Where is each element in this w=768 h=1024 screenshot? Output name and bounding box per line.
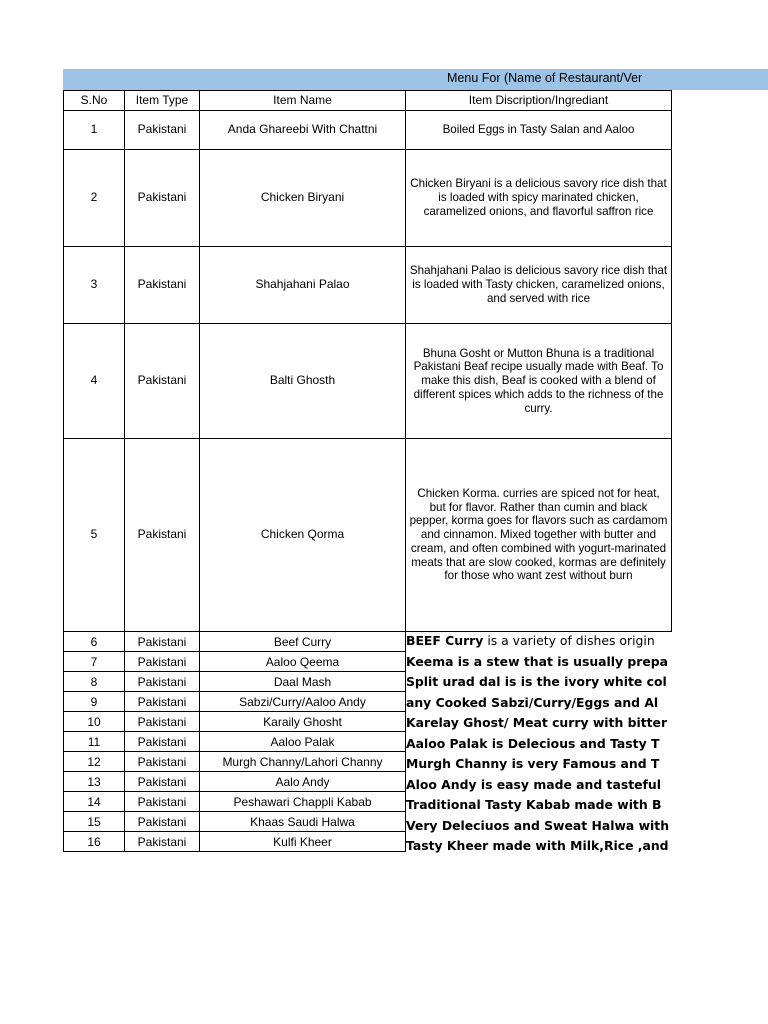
cell-item-type: Pakistani bbox=[125, 672, 200, 692]
cell-sno: 15 bbox=[64, 812, 125, 832]
cell-sno: 5 bbox=[64, 439, 125, 632]
overflow-description: Aaloo Palak is Delecious and Tasty T bbox=[406, 736, 660, 751]
cell-item-name: Karaily Ghosht bbox=[200, 712, 406, 732]
cell-sno: 12 bbox=[64, 752, 125, 772]
cell-item-name: Shahjahani Palao bbox=[200, 247, 406, 324]
header-item-name: Item Name bbox=[200, 91, 406, 111]
cell-item-description: Chicken Biryani is a delicious savory rice dish that is loaded with spicy marinated chicken, caramelized onions, and flavorful saffron rice bbox=[406, 150, 672, 247]
overflow-description: Murgh Channy is very Famous and T bbox=[406, 756, 660, 771]
header-sno: S.No bbox=[64, 91, 125, 111]
table-row bbox=[64, 247, 672, 324]
cell-item-type: Pakistani bbox=[125, 692, 200, 712]
cell-item-name: Murgh Channy/Lahori Channy bbox=[200, 752, 406, 772]
header-item-description: Item Discription/Ingrediant bbox=[406, 91, 672, 111]
cell-sno: 6 bbox=[64, 632, 125, 652]
cell-item-name: Aalo Andy bbox=[200, 772, 406, 792]
cell-item-description: Shahjahani Palao is delicious savory rice dish that is loaded with Tasty chicken, caramelized onions, and served with rice bbox=[406, 247, 672, 324]
cell-item-name: Balti Ghosth bbox=[200, 324, 406, 439]
overflow-description: Traditional Tasty Kabab made with B bbox=[406, 797, 662, 812]
cell-item-name: Chicken Biryani bbox=[200, 150, 406, 247]
cell-item-description: Chicken Korma. curries are spiced not for heat, but for flavor. Rather than cumin and black pepper, korma goes for flavors such as cardamom and cinnamon. Mixed together with butter and cream, and often combined with yogurt-marinated meats that are slow cooked, kormas are definitely for those who want zest without burn bbox=[406, 439, 672, 632]
cell-sno: 1 bbox=[64, 111, 125, 150]
cell-sno: 9 bbox=[64, 692, 125, 712]
cell-item-name: Sabzi/Curry/Aaloo Andy bbox=[200, 692, 406, 712]
cell-sno: 7 bbox=[64, 652, 125, 672]
cell-sno: 16 bbox=[64, 832, 125, 852]
cell-item-name: Khaas Saudi Halwa bbox=[200, 812, 406, 832]
cell-item-type: Pakistani bbox=[125, 812, 200, 832]
overflow-description: Karelay Ghost/ Meat curry with bitter bbox=[406, 715, 668, 730]
menu-title: Menu For (Name of Restaurant/Ver bbox=[447, 71, 643, 85]
overflow-description: Aloo Andy is easy made and tasteful bbox=[406, 777, 661, 792]
cell-sno: 4 bbox=[64, 324, 125, 439]
cell-item-type: Pakistani bbox=[125, 752, 200, 772]
header-item-type: Item Type bbox=[125, 91, 200, 111]
cell-item-type: Pakistani bbox=[125, 439, 200, 632]
cell-item-type: Pakistani bbox=[125, 111, 200, 150]
cell-item-type: Pakistani bbox=[125, 832, 200, 852]
overflow-description: any Cooked Sabzi/Curry/Eggs and Al bbox=[406, 695, 659, 710]
cell-item-type: Pakistani bbox=[125, 247, 200, 324]
table-header-row bbox=[64, 91, 672, 111]
table-row bbox=[64, 439, 672, 632]
cell-item-name: Anda Ghareebi With Chattni bbox=[200, 111, 406, 150]
cell-item-type: Pakistani bbox=[125, 732, 200, 752]
cell-item-type: Pakistani bbox=[125, 324, 200, 439]
overflow-description: Tasty Kheer made with Milk,Rice ,and bbox=[406, 838, 669, 853]
table-row bbox=[64, 324, 672, 439]
cell-item-type: Pakistani bbox=[125, 772, 200, 792]
cell-item-name: Kulfi Kheer bbox=[200, 832, 406, 852]
cell-item-name: Daal Mash bbox=[200, 672, 406, 692]
cell-item-type: Pakistani bbox=[125, 712, 200, 732]
cell-item-type: Pakistani bbox=[125, 150, 200, 247]
overflow-description: Very Deleciuos and Sweat Halwa with bbox=[406, 818, 670, 833]
cell-sno: 10 bbox=[64, 712, 125, 732]
overflow-description: Keema is a stew that is usually prepa bbox=[406, 654, 669, 669]
menu-title-banner bbox=[63, 69, 768, 90]
cell-item-name: Peshawari Chappli Kabab bbox=[200, 792, 406, 812]
cell-sno: 11 bbox=[64, 732, 125, 752]
overflow-description: BEEF Curry is a variety of dishes origin bbox=[406, 633, 655, 648]
cell-item-name: Beef Curry bbox=[200, 632, 406, 652]
cell-sno: 14 bbox=[64, 792, 125, 812]
cell-sno: 3 bbox=[64, 247, 125, 324]
cell-sno: 2 bbox=[64, 150, 125, 247]
cell-item-description: Boiled Eggs in Tasty Salan and Aaloo bbox=[406, 111, 672, 150]
cell-item-name: Aaloo Qeema bbox=[200, 652, 406, 672]
table-row bbox=[64, 150, 672, 247]
table-row bbox=[64, 111, 672, 150]
cell-item-type: Pakistani bbox=[125, 652, 200, 672]
overflow-description: Split urad dal is is the ivory white col bbox=[406, 674, 667, 689]
cell-sno: 8 bbox=[64, 672, 125, 692]
cell-sno: 13 bbox=[64, 772, 125, 792]
cell-item-type: Pakistani bbox=[125, 792, 200, 812]
cell-item-name: Aaloo Palak bbox=[200, 732, 406, 752]
cell-item-name: Chicken Qorma bbox=[200, 439, 406, 632]
cell-item-description: Bhuna Gosht or Mutton Bhuna is a traditional Pakistani Beaf recipe usually made with Beaf. To make this dish, Beaf is cooked with a blend of different spices which adds to the richness of the curry. bbox=[406, 324, 672, 439]
cell-item-type: Pakistani bbox=[125, 632, 200, 652]
